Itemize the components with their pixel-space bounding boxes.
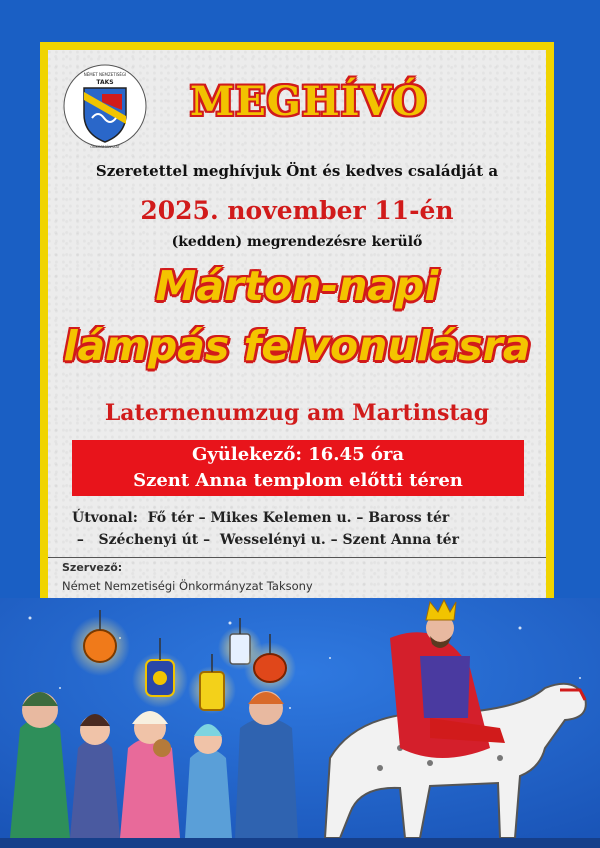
event-date: 2025. november 11-én: [140, 196, 454, 225]
svg-text:ÖNKORMÁNYZAT: ÖNKORMÁNYZAT: [90, 145, 120, 149]
invite-line: Szeretettel meghívjuk Önt és kedves családját a: [95, 162, 499, 180]
divider: [48, 557, 546, 558]
page-title: MEGHÍVÓ: [190, 78, 428, 125]
day-line: (kedden) megrendezésre kerülő: [171, 234, 423, 250]
route-line-2: – Széchenyi út – Wesselényi u. – Szent Anna tér: [72, 532, 459, 548]
event-title-line2: lámpás felvonulásra: [63, 322, 531, 370]
meeting-time: Gyülekező: 16.45 óra: [191, 444, 405, 465]
organizer-name: Német Nemzetiségi Önkormányzat Taksony: [62, 579, 313, 593]
event-title-german: Laternenumzug am Martinstag: [104, 400, 490, 426]
logo-text: TAKS: [96, 79, 114, 86]
organizer-label: Szervező:: [62, 561, 123, 574]
svg-text:NÉMET NEMZETISÉGI: NÉMET NEMZETISÉGI: [83, 72, 127, 77]
event-title-line1: Márton-napi: [155, 262, 439, 310]
route-line-1: Útvonal: Fő tér – Mikes Kelemen u. – Baross tér: [72, 510, 450, 526]
children-group: [10, 691, 298, 838]
lantern-procession-illustration: [0, 598, 600, 848]
taksony-crest-icon: [62, 62, 148, 150]
meeting-place: Szent Anna templom előtti téren: [133, 470, 463, 491]
